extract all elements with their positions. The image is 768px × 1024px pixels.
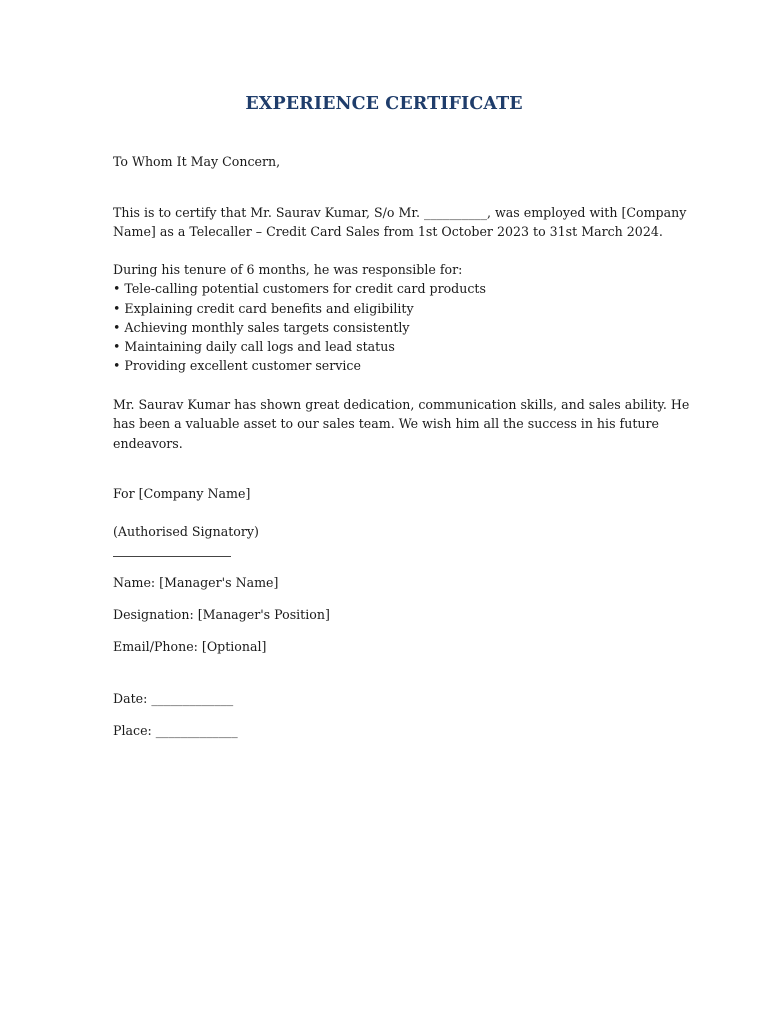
responsibility-item: • Achieving monthly sales targets consistently xyxy=(113,319,410,335)
date-text: Date: _____________ xyxy=(113,691,234,706)
closing-paragraph xyxy=(113,395,690,453)
place-field xyxy=(113,721,653,740)
responsibilities-section xyxy=(113,260,653,376)
intro-line: Name] as a Telecaller – Credit Card Sales from 1st October 2023 to 31st March 2024. xyxy=(113,224,663,240)
intro-line: This is to certify that Mr. Saurav Kumar, S/o Mr. __________, was employed with [Company xyxy=(113,205,687,220)
manager-designation xyxy=(113,605,653,624)
responsibility-item: • Explaining credit card benefits and eligibility xyxy=(113,300,414,316)
signatory-text: (Authorised Signatory) xyxy=(113,524,259,539)
document-title: EXPERIENCE CERTIFICATE xyxy=(245,94,523,114)
date-field xyxy=(113,689,653,708)
closing-line: has been a valuable asset to our sales team. We wish him all the success in his future xyxy=(113,416,659,432)
intro-paragraph xyxy=(113,203,687,242)
responsibility-item: • Providing excellent customer service xyxy=(113,358,361,374)
manager-contact-text: Email/Phone: [Optional] xyxy=(113,639,267,654)
place-text: Place: _____________ xyxy=(113,723,238,738)
salutation-text: To Whom It May Concern, xyxy=(113,154,281,169)
salutation xyxy=(113,152,653,171)
tenure-heading: During his tenure of 6 months, he was responsible for: xyxy=(113,262,463,277)
closing-line: Mr. Saurav Kumar has shown great dedication, communication skills, and sales ability. He xyxy=(113,397,690,412)
for-company xyxy=(113,484,653,503)
manager-name-text: Name: [Manager's Name] xyxy=(113,575,279,590)
responsibility-item: • Maintaining daily call logs and lead status xyxy=(113,339,395,355)
responsibility-item: • Tele-calling potential customers for credit card products xyxy=(113,281,486,297)
manager-name xyxy=(113,573,653,592)
for-company-text: For [Company Name] xyxy=(113,486,251,501)
closing-line: endeavors. xyxy=(113,435,183,451)
signatory xyxy=(113,522,653,541)
manager-designation-text: Designation: [Manager's Position] xyxy=(113,607,330,622)
signature-line xyxy=(113,556,231,557)
manager-contact xyxy=(113,637,653,656)
